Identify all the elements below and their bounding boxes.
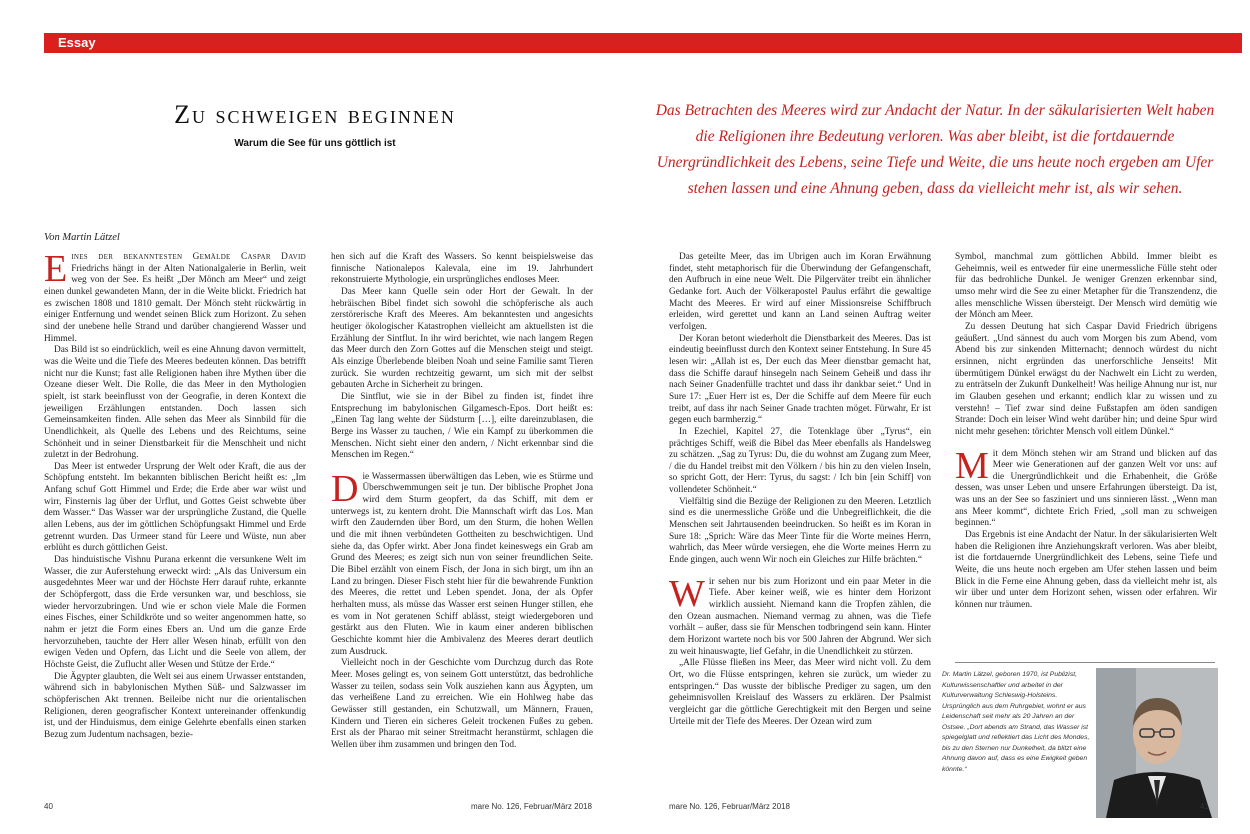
text-column-2 bbox=[331, 252, 593, 808]
paragraph: Das Bild ist so eindrücklich, weil es eine Ahnung davon vermittelt, was die Weite und die Tiefe des Meeres bedeuten können. Das betrifft nicht nur die Kunst; fast alle Religionen haben ihre Mythen über die Ozeane dieser Welt. Die Rolle, die das Meer in den Mythologien spielt, ist stark beeinflusst von der Geografie, in deren Kontext die jeweiligen Erzählungen entstanden. Doch lassen sich Gemeinsamkeiten finden. Alle sehen das Meer als Sinnbild für die Unendlichkeit, als Quelle des Lebens und des Reichtums, seine Schönheit und in seiner Dienstbarkeit für die Menschheit und nicht zuletzt in der Bedrohung. bbox=[44, 345, 306, 461]
issue-info-right: mare No. 126, Februar/März 2018 bbox=[669, 802, 790, 811]
text-column-3 bbox=[669, 252, 931, 808]
paragraph-text: ie Wassermassen überwältigen das Leben, wie es Stürme und Überschwemmungen seit je tun. Der biblische Prophet Jona wird dem Sturm geopfert, da das Schiff, mit dem er unterwegs ist, zu kentern droht. Die Mannschaft wirft das Los. Man wirft den Zaudernden über Bord, um den Sturm, die hohen Wellen und die mit ihnen verbündeten Gottheiten zu beschwichtigen. Und siehe da, das Opfer wirkt. Aber Jona findet keineswegs ein Grab am Grund des Meeres; es zeigt sich nun von seiner freundlichen Seite. Die Bibel erzählt von einem Fisch, der Jona in sich birgt, um ihn an Land zu bringen. Dieser Fisch steht hier für die bewahrende Funktion des Meeres, die rettet und Leben spendet. Jona, der als Opfer herhalten muss, als müsse das Wasser erst seinen Hunger stillen, ehe es vom in Not geratenen Schiff ablässt, steigt wiedergeboren und gestärkt aus den Fluten. Wie in kaum einer anderen biblischen Geschichte kommt hier die Ambivalenz des Meeres derart deutlich zum Ausdruck. bbox=[331, 471, 593, 657]
paragraph bbox=[955, 444, 1217, 531]
paragraph: In Ezechiel, Kapitel 27, die Totenklage über „Tyrus“, ein prächtiges Schiff, weiß die Bibel das Meer ebenfalls als Handelsweg zu schätzen. „Sag zu Tyrus: Du, die du wohnst am Zugang zum Meer, / die du Handel treibst mit den Völkern / bis hin zu den vielen Inseln, so spricht Gott, der Herr: Tyrus, du sagst: / Ich bin [ein Schiff] von vollendeter Schönheit.“ bbox=[669, 426, 931, 496]
paragraph bbox=[669, 572, 931, 659]
paragraph: Das Meer kann Quelle sein oder Hort der Gewalt. In der hebräischen Bibel findet sich sowohl die schöpferische als auch zerstörerische Kraft des Meeres. Am bekanntesten und angesichts heutiger ökologischer Katastrophen vielleicht am aktuellsten ist die Erzählung der Sintflut. In ihr wird berichtet, wie nach langem Regen das Meer durch den Zorn Gottes auf die Menschen steigt und steigt. Als einzige Überlebende bleiben Noah und seine Familie samt Tieren zurück. Sie wurden rechtzeitig gewarnt, um sich mit der selbst gebauten Arche in Sicherheit zu bringen. bbox=[331, 286, 593, 391]
text-column-1 bbox=[44, 252, 306, 808]
paragraph bbox=[331, 467, 593, 659]
drop-cap: M bbox=[955, 444, 989, 487]
paragraph: Der Koran betont wiederholt die Dienstbarkeit des Meeres. Das ist eindeutig beeinflusst durch den Kontext seiner Entstehung. In Sure 45 lesen wir: „Allah ist es, Der euch das Meer dienstbar gemacht hat, dass die Schiffe darauf hinsegeln nach Seinem Geheiß und dass ihr nach Seiner Gnadenfülle trachtet und dass ihr dankbar seiet.“ Und in Sure 17: „Euer Herr ist es, Der die Schiffe auf dem Meere für euch treibt, auf dass ihr nach Seiner Gnade trachten möget. Fürwahr, Er ist gegen euch barmherzig.“ bbox=[669, 333, 931, 426]
paragraph-text: Friedrichs hängt in der Alten Nationalgalerie in Berlin, weit weg von der See. Es heißt „Der Mönch am Meer“ und zeigt einen dunkel gewandeten Mann, der in die Weite blickt. Friedrich hat es zwischen 1808 und 1810 gemalt. Der Mönch steht rückwärtig in einiger Entfernung und wendet seinen Blick zum Horizont. Zu sehen sind der unebene helle Strand und darüber changierend Wasser und Himmel. bbox=[44, 263, 306, 344]
paragraph: Das Ergebnis ist eine Andacht der Natur. In der säkularisierten Welt haben die Religionen ihre Anziehungskraft verloren. Was aber bleibt, ist die fortdauernde Unergründlichkeit des Lebens, seine Tiefe und Weite, die uns heute noch ergeben am Ufer stehen lassen und beim Blick in die Ferne eine Ahnung geben, dass da vielleicht mehr ist, als wir über und unter dem Horizont sehen, wissen oder erfahren. Wir können nur träumen. bbox=[955, 530, 1217, 611]
portrait-illustration bbox=[1096, 668, 1218, 818]
paragraph: „Alle Flüsse fließen ins Meer, das Meer wird nicht voll. Zu dem Ort, wo die Flüsse entspringen, kehren sie zurück, um wieder zu entspringen.“ Das wusste der biblische Prediger zu sagen, um den geheimnisvollen Kreislauf des Wassers zu erklären. Der Psalmist vergleicht gar die göttliche Gerechtigkeit mit den Bergen und seine Urteile mit der Tiefe des Meeres. Der Ozean wird zum bbox=[669, 658, 931, 727]
paragraph-text: ir sehen nur bis zum Horizont und ein paar Meter in die Tiefe. Aber keiner weiß, wie es hinter dem Horizont wirklich aussieht. Niemand kann die Tropfen zählen, die den Ozean ausmachen. Niemand vermag zu ahnen, was die Tiefe vorhält – außer, dass sie für Menschen todbringend sein kann. Hinter dem Horizont wartete noch bis vor 500 Jahren der Abgrund. Wer sich zu weit hinauswagte, lief Gefahr, in die Unendlichkeit zu stürzen. bbox=[669, 576, 931, 657]
paragraph: hen sich auf die Kraft des Wassers. So kennt beispielsweise das finnische Nationalepos Kalevala, eine im 19. Jahrhundert rekonstruierte Mythologie, ein ursprüngliches endloses Meer. bbox=[331, 252, 593, 286]
paragraph: Symbol, manchmal zum göttlichen Abbild. Immer bleibt es Geheimnis, weil es entweder für eine unermessliche Fülle steht oder für das bedrohliche Dunkel. Je weniger Grenzen erkennbar sind, umso mehr wird die See zu einer Metapher für die Transzendenz, die alles menschliche Wissen übersteigt. Der Mensch wird demütig wie der Mönch am Meer. bbox=[955, 252, 1217, 321]
drop-cap: E bbox=[44, 252, 68, 290]
article-title: Zu schweigen beginnen bbox=[174, 100, 456, 129]
paragraph: Die Sintflut, wie sie in der Bibel zu finden ist, findet ihre Entsprechung im babylonischen Gilgamesch-Epos. Dort heißt es: „Einen Tag lang wehte der Südsturm […], eilte dareinzublasen, die Berge ins Wasser zu tauchen, / Wie ein Kampf zu überkommen die Menschen. Nicht sieht einer den andern, / Nicht erkennbar sind die Menschen im Regen.“ bbox=[331, 391, 593, 461]
pull-quote: Das Betrachten des Meeres wird zur Andacht der Natur. In der säkularisierten Welt haben die Religionen ihre Bedeutung verloren. Was aber bleibt, ist die fortdauernde Unergründlichkeit des Lebens, seine Tiefe und Weite, die uns heute noch ergeben am Ufer stehen lassen und eine Ahnung geben, dass da vielleicht mehr ist, als wir sehen. bbox=[655, 102, 1215, 197]
paragraph: Zu dessen Deutung hat sich Caspar David Friedrich übrigens geäußert. „Und sännest du auch vom Morgen bis zum Abend, vom Abend bis zur sinkenden Mitternacht; dennoch würdest du nicht ersinnen, nicht ergründen das unerforschliche Jenseits! Mit übermütigem Dünkel erwägst du der Nachwelt ein Licht zu werden, zu enträtseln der Zukunft Dunkelheit! Was heilige Ahnung nur ist, nur im Glauben gesehen und erkannt; endlich klar zu wissen und zu verstehn! – Tief zwar sind deine Fußstapfen am öden sandigen Strande: Doch ein leiser Wind weht darüber hin; und deine Spur wird nicht mehr gesehen: törichter Mensch voll eitlem Dünkel.“ bbox=[955, 321, 1217, 437]
section-header-bar bbox=[44, 33, 1242, 53]
section-label: Essay bbox=[58, 35, 96, 50]
paragraph bbox=[44, 252, 306, 345]
paragraph: Die Ägypter glaubten, die Welt sei aus einem Urwasser entstanden, während sich in babylonischen Mythen Süß- und Salzwasser im schöpferischen Akt trennen. Beileibe nicht nur die orientalischen Religionen, deren geografischer Kontext untereinander offenkundig ist, und der Hinduismus, dem einige Gelehrte ebenfalls einen starken Bezug zum Judentum nachsagen, bezie- bbox=[44, 671, 306, 740]
paragraph: Vielleicht noch in der Geschichte vom Durchzug durch das Rote Meer. Moses gelingt es, von seinem Gott unterstützt, das bedrohliche Wasser zu teilen, sodass sein Volk ausziehen kann aus Ägypten, um das verheißene Land zu erreichen. Wie ein Hohlweg habe das Gewässer still gestanden, ein Schutzwall, um Männern, Frauen, Kindern und Tieren ein sicheres Geleit trockenen Fußes zu geben. Erst als der Pharao mit seiner Streitmacht heranstürmt, schlagen die Wellen über ihm zusammen und bringen den Tod. bbox=[331, 658, 593, 750]
author-byline: Von Martin Lätzel bbox=[44, 232, 120, 243]
lead-in: ines der bekanntesten Gemälde Caspar David bbox=[71, 252, 306, 262]
paragraph: Das geteilte Meer, das im Übrigen auch im Koran Erwähnung findet, steht metaphorisch für die Überwindung der Gefangenschaft, den Aufbruch in eine neue Welt. Die Pilgerväter treibt ein ähnlicher Gedanke fort. Auch der Völkerapostel Paulus erfährt die gewaltige Macht des Meeres. Er wird auf einer Missionsreise Schiffbruch erleiden, wird gerettet und kann an Land seinen Auftrag weiter verfolgen. bbox=[669, 252, 931, 332]
bio-divider bbox=[955, 662, 1215, 663]
page-number-left: 40 bbox=[44, 802, 53, 811]
author-photo bbox=[1096, 668, 1218, 818]
paragraph: Vielfältig sind die Bezüge der Religionen zu den Meeren. Letztlich sind es die unermessliche Größe und die Unbegreiflichkeit, die die Menschen seit Jahrtausenden beeindrucken. So heißt es im Koran in Sure 18: „Sprich: Wäre das Meer Tinte für die Worte meines Herrn, wahrlich, das Meer würde versiegen, ehe die Worte meines Herrn zu Ende gingen, auch wenn Wir noch ein Gleiches zur Hilfe brächten.“ bbox=[669, 496, 931, 566]
drop-cap: D bbox=[331, 467, 359, 510]
article-subtitle: Warum die See für uns göttlich ist bbox=[234, 138, 396, 149]
page-number-right: 41 bbox=[1200, 802, 1209, 811]
author-bio: Dr. Martin Lätzel, geboren 1970, ist Publizist, Kulturwissenschaftler und arbeitet in der Kulturverwaltung Schleswig-Holsteins. Ursprünglich aus dem Ruhrgebiet, wohnt er aus Leidenschaft seit mehr als 20 Jahren an der Ostsee. „Dort abends am Strand, das Wasser ist spiegelglatt und reflektiert das Licht des Mondes, bis zu den Sternen nur Dunkelheit, da blitzt eine Ahnung davon auf, dass es eine Ewigkeit geben könnte.“ bbox=[942, 671, 1090, 773]
paragraph: Das Meer ist entweder Ursprung der Welt oder Kraft, die aus der Schöpfung entsteht. Im bekannten biblischen Bericht heißt es: „Im Anfang schuf Gott Himmel und Erde; die Erde aber war wüst und wirr, Finsternis lag über der Urflut, und Gottes Geist schwebte über dem Wasser.“ Das Wasser war der ursprüngliche Zustand, die Quelle allen Lebens, aus der im göttlichen Schöpfungsakt Himmel und Erde getrennt wurden. Das Urmeer stand für Leere und Wüste, nun aber erblüht es durch göttlichen Geist. bbox=[44, 461, 306, 554]
paragraph-text: it dem Mönch stehen wir am Strand und blicken auf das Meer wie Generationen auf der ganzen Welt vor uns: auf die Unergründlichkeit und die Erhabenheit, die Größe dessen, was unser Leben und unsere Erfahrungen übersteigt. Da ist, was uns an der See so fasziniert und uns sinnieren lässt. „Wenn man ans Meer kommt“, dichtete Erich Fried, „soll man zu schweigen beginnen.“ bbox=[955, 448, 1217, 529]
paragraph: Das hinduistische Vishnu Purana erkennt die versunkene Welt im Wasser, die zur Auferstehung erweckt wird: „Als das Universum ein ausgedehntes Meer war und der Höchste Herr darauf ruhte, erkannte der Schöpfergott, dass die Erde versunken war, und beschloss, sie wieder hervorzubringen. Und wie er schon viele Male die Formen eines Fisches, einer Schildkröte und so weiter angenommen hatte, so nahm er jetzt die Form eines Ebers an. Und um die ganze Erde hervorzuheben, tauchte der Herr aller Wesen hinab, erfüllt von den ewigen Veden und Opfern, das Licht und die Seele von allem, der Höchste Geist, die Zuflucht aller Wesen und Stütze der Erde.“ bbox=[44, 555, 306, 670]
drop-cap: W bbox=[669, 572, 705, 615]
text-column-4 bbox=[955, 252, 1217, 664]
issue-info-left: mare No. 126, Februar/März 2018 bbox=[471, 802, 592, 811]
